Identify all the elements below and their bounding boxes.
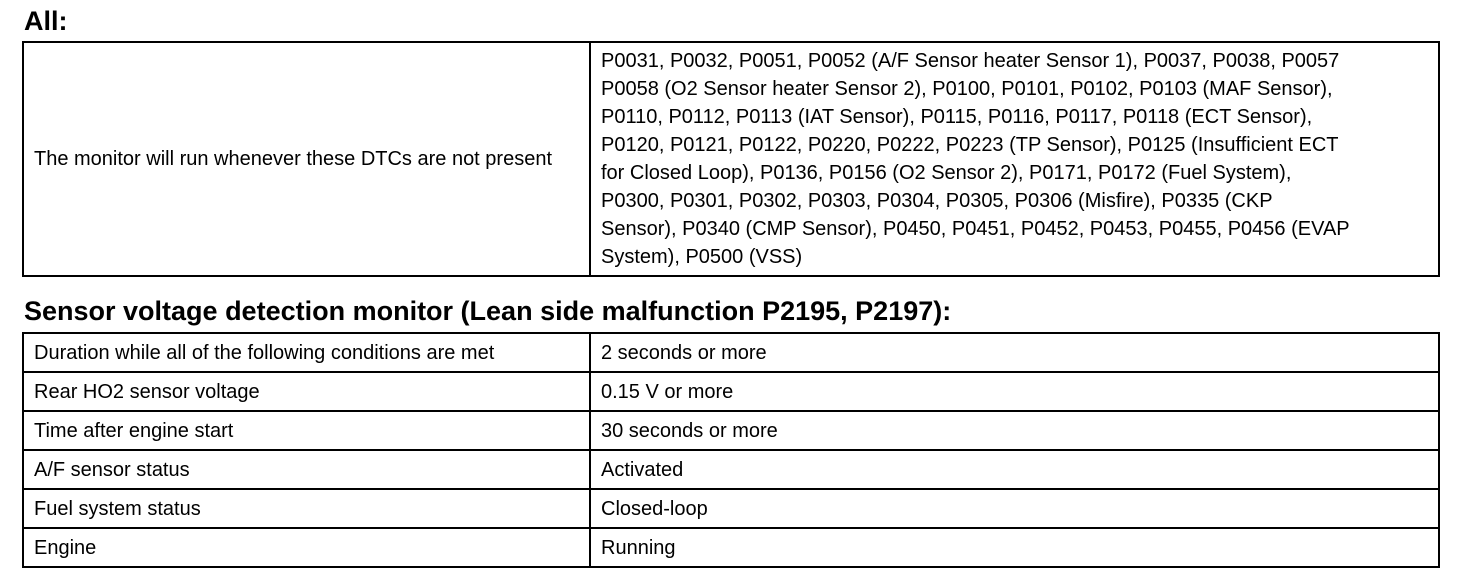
table-row xyxy=(23,372,1439,411)
value-cell: Activated xyxy=(590,450,1439,489)
table-row xyxy=(23,450,1439,489)
condition-cell: Rear HO2 sensor voltage xyxy=(23,372,590,411)
condition-cell: A/F sensor status xyxy=(23,450,590,489)
table-row xyxy=(23,528,1439,567)
table-row xyxy=(23,42,1439,276)
table-row xyxy=(23,333,1439,372)
table-row xyxy=(23,411,1439,450)
section-title-sensor-voltage: Sensor voltage detection monitor (Lean side malfunction P2195, P2197): xyxy=(24,296,952,326)
condition-cell: Engine xyxy=(23,528,590,567)
condition-cell: Time after engine start xyxy=(23,411,590,450)
table-row xyxy=(23,489,1439,528)
value-cell: Running xyxy=(590,528,1439,567)
value-cell: 2 seconds or more xyxy=(590,333,1439,372)
section-title-all: All: xyxy=(24,6,68,36)
value-cell: Closed-loop xyxy=(590,489,1439,528)
dtc-list-cell: P0031, P0032, P0051, P0052 (A/F Sensor heater Sensor 1), P0037, P0038, P0057 P0058 (O2 Sensor heater Sensor 2), P0100, P0101, P0102, P0103 (MAF Sensor), P0110, P0112, P0113 (IAT Sensor), P0115, P0116, P0117, P0118 (ECT Sensor), P0120, P0121, P0122, P0220, P0222, P0223 (TP Sensor), P0125 (Insufficient ECT for Closed Loop), P0136, P0156 (O2 Sensor 2), P0171, P0172 (Fuel System), P0300, P0301, P0302, P0303, P0304, P0305, P0306 (Misfire), P0335 (CKP Sensor), P0340 (CMP Sensor), P0450, P0451, P0452, P0453, P0455, P0456 (EVAP System), P0500 (VSS) xyxy=(590,42,1439,276)
condition-cell: The monitor will run whenever these DTCs are not present xyxy=(23,42,590,276)
condition-cell: Fuel system status xyxy=(23,489,590,528)
value-cell: 30 seconds or more xyxy=(590,411,1439,450)
condition-cell: Duration while all of the following conditions are met xyxy=(23,333,590,372)
all-conditions-table xyxy=(22,41,1440,277)
value-cell: 0.15 V or more xyxy=(590,372,1439,411)
sensor-voltage-conditions-table xyxy=(22,332,1440,568)
